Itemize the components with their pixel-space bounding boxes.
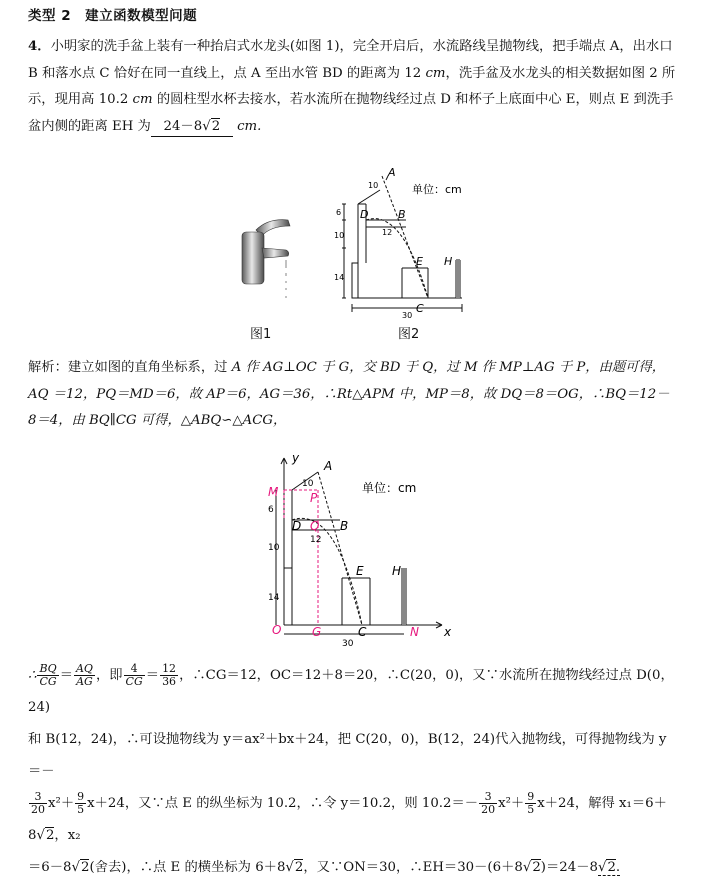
svg-text:30: 30	[402, 311, 413, 318]
svg-text:y: y	[292, 451, 300, 465]
svg-text:Q: Q	[310, 519, 320, 533]
svg-text:C: C	[358, 625, 367, 639]
svg-text:14: 14	[334, 273, 345, 282]
svg-text:10: 10	[368, 181, 379, 190]
svg-text:12: 12	[382, 228, 393, 237]
figure1-faucet	[228, 210, 308, 320]
svg-text:10: 10	[302, 479, 314, 489]
svg-text:D: D	[360, 208, 369, 221]
problem-number: 4．	[28, 39, 51, 54]
svg-text:单位：cm: 单位：cm	[412, 183, 462, 196]
problem-text: 4．小明家的洗手盆上装有一种抬启式水龙头(如图 1)，完全开启后，水流路线呈抛物线，把手端点 A，出水口 B 和落水点 C 恰好在同一直线上，点 A 至出水管 BD 的距离为 12 cm，洗手盆及水龙头的相关数据如图 2 所示，现用高 10.2 cm 的圆柱型水杯去接水，若水流所在抛物线经过点 D 和杯子上底面中心 E，则点 E 到洗手盆内侧的距离 EH 为 24－8√2 cm.	[28, 34, 676, 140]
analysis-text: 解析：建立如图的直角坐标系，过 A 作 AG⊥OC 于 G，交 BD 于 Q，过 M 作 MP⊥AG 于 P，由题可得，AQ ＝12，PQ＝MD＝6，故 AP＝6，AG＝36，∴Rt△APM 中，MP＝8，故 DQ＝8＝OG，∴BQ＝12－8＝4，由 BQ∥CG 可得，△ABQ∽△ACG，	[28, 360, 670, 428]
svg-text:A: A	[324, 459, 333, 473]
svg-text:x: x	[444, 625, 452, 639]
solution-text: ∴ $\frac{BQ}{CG}$ ＝ $\frac{AQ}{AG}$ ，即 $\frac{4}{CG}$ ＝ $\frac{12}{36}$ ，∴CG＝12，OC＝12＋8＝20，∴C(20，0)，又∵水流所在抛物线经过点 D(0，24) 和 B(12，24)，∴可设抛物线为 y＝ax²＋bx＋24，把 C(20，0)，B(12，24)代入抛物线，可得抛物线为 y＝－ $\frac{3}{20}$ x²＋ $\frac{9}{5}$ x＋24，又∵点 E 的纵坐标为 10.2，∴令 y＝10.2，则 10.2＝－ $\frac{3}{20}$ x²＋ $\frac{9}{5}$ x＋24，解得 x₁＝6＋8√2，x₂ ＝6－8√2(舍去)，∴点 E 的横坐标为 6＋8√2，又∵ON＝30，∴EH＝30－(6＋8√2)＝24－8√2.	[28, 662, 674, 875]
svg-text:G: G	[312, 625, 322, 639]
svg-text:H: H	[392, 564, 402, 578]
answer-blank: 24－8√2	[151, 118, 233, 137]
faucet-body	[242, 232, 264, 284]
svg-text:H: H	[444, 255, 453, 268]
svg-text:O: O	[272, 623, 282, 637]
figure2-diagram	[332, 168, 482, 318]
svg-text:E: E	[356, 564, 364, 578]
figure2-caption: 图2	[398, 327, 420, 342]
svg-text:A: A	[388, 168, 396, 179]
section-heading: 类型 2 建立函数模型问题	[28, 8, 198, 24]
svg-text:E: E	[416, 255, 423, 268]
svg-text:P: P	[310, 491, 318, 505]
svg-text:C: C	[416, 302, 424, 315]
faucet-spout	[262, 248, 289, 258]
svg-text:10: 10	[268, 543, 280, 553]
svg-text:6: 6	[336, 208, 342, 217]
svg-text:B: B	[398, 208, 406, 221]
svg-text:M: M	[268, 485, 279, 499]
figure3-coordinate-diagram	[262, 450, 462, 650]
svg-text:6: 6	[268, 505, 274, 515]
svg-text:B: B	[340, 519, 349, 533]
svg-text:30: 30	[342, 639, 354, 649]
svg-text:单位：cm: 单位：cm	[362, 481, 417, 495]
svg-text:D: D	[292, 519, 302, 533]
svg-text:10: 10	[334, 231, 345, 240]
svg-text:14: 14	[268, 593, 280, 603]
svg-text:12: 12	[310, 535, 322, 545]
figure1-caption: 图1	[250, 327, 272, 342]
svg-text:N: N	[410, 625, 419, 639]
